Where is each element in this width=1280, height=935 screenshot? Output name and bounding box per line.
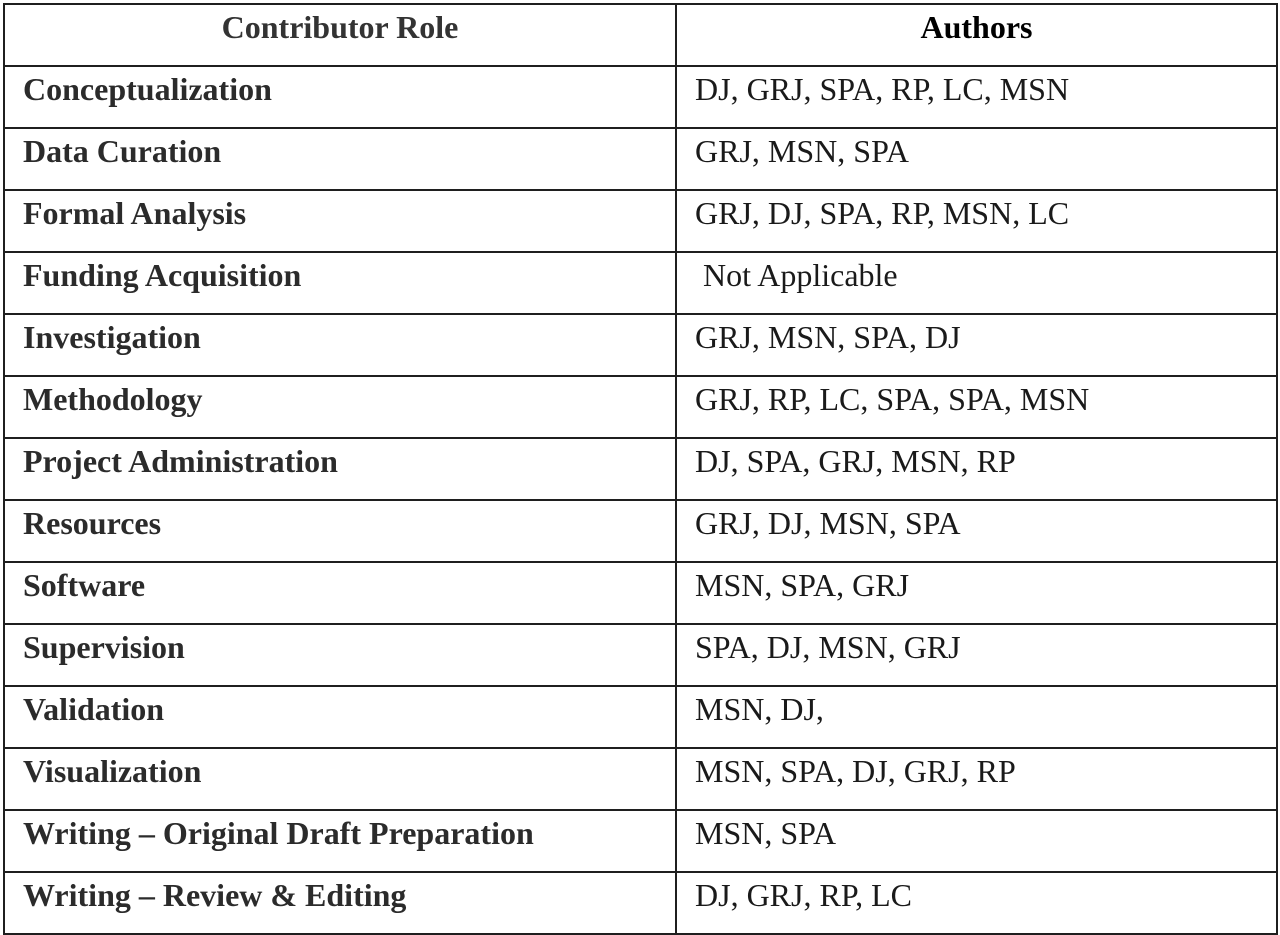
role-cell: Investigation bbox=[4, 314, 676, 376]
table-row bbox=[4, 500, 1277, 562]
table-row bbox=[4, 748, 1277, 810]
authors-cell: MSN, SPA, DJ, GRJ, RP bbox=[676, 748, 1277, 810]
authors-cell: DJ, GRJ, SPA, RP, LC, MSN bbox=[676, 66, 1277, 128]
role-cell: Supervision bbox=[4, 624, 676, 686]
role-cell: Software bbox=[4, 562, 676, 624]
table-header bbox=[4, 4, 1277, 66]
authors-cell: GRJ, MSN, SPA bbox=[676, 128, 1277, 190]
role-cell: Project Administration bbox=[4, 438, 676, 500]
authors-cell: SPA, DJ, MSN, GRJ bbox=[676, 624, 1277, 686]
authors-cell: Not Applicable bbox=[676, 252, 1277, 314]
role-cell: Formal Analysis bbox=[4, 190, 676, 252]
role-cell: Resources bbox=[4, 500, 676, 562]
header-contributor-role: Contributor Role bbox=[4, 4, 676, 66]
table-row bbox=[4, 438, 1277, 500]
role-cell: Data Curation bbox=[4, 128, 676, 190]
authors-cell: GRJ, DJ, MSN, SPA bbox=[676, 500, 1277, 562]
table-row bbox=[4, 810, 1277, 872]
header-authors: Authors bbox=[676, 4, 1277, 66]
table-row bbox=[4, 190, 1277, 252]
table-row bbox=[4, 66, 1277, 128]
header-row bbox=[4, 4, 1277, 66]
role-cell: Visualization bbox=[4, 748, 676, 810]
role-cell: Writing – Review & Editing bbox=[4, 872, 676, 934]
role-cell: Writing – Original Draft Preparation bbox=[4, 810, 676, 872]
authors-cell: GRJ, RP, LC, SPA, SPA, MSN bbox=[676, 376, 1277, 438]
authors-cell: MSN, SPA, GRJ bbox=[676, 562, 1277, 624]
table-row bbox=[4, 252, 1277, 314]
authors-cell: GRJ, MSN, SPA, DJ bbox=[676, 314, 1277, 376]
authors-cell: DJ, SPA, GRJ, MSN, RP bbox=[676, 438, 1277, 500]
table-row bbox=[4, 562, 1277, 624]
role-cell: Funding Acquisition bbox=[4, 252, 676, 314]
authors-cell: DJ, GRJ, RP, LC bbox=[676, 872, 1277, 934]
table-row bbox=[4, 376, 1277, 438]
role-cell: Validation bbox=[4, 686, 676, 748]
table-row bbox=[4, 686, 1277, 748]
table-row bbox=[4, 872, 1277, 934]
table-row bbox=[4, 128, 1277, 190]
role-cell: Conceptualization bbox=[4, 66, 676, 128]
table-row bbox=[4, 314, 1277, 376]
authors-cell: MSN, DJ, bbox=[676, 686, 1277, 748]
authors-cell: MSN, SPA bbox=[676, 810, 1277, 872]
table-row bbox=[4, 624, 1277, 686]
contributor-table-container bbox=[3, 3, 1276, 935]
authors-cell: GRJ, DJ, SPA, RP, MSN, LC bbox=[676, 190, 1277, 252]
table-body bbox=[4, 66, 1277, 934]
contributor-roles-table bbox=[3, 3, 1278, 935]
role-cell: Methodology bbox=[4, 376, 676, 438]
